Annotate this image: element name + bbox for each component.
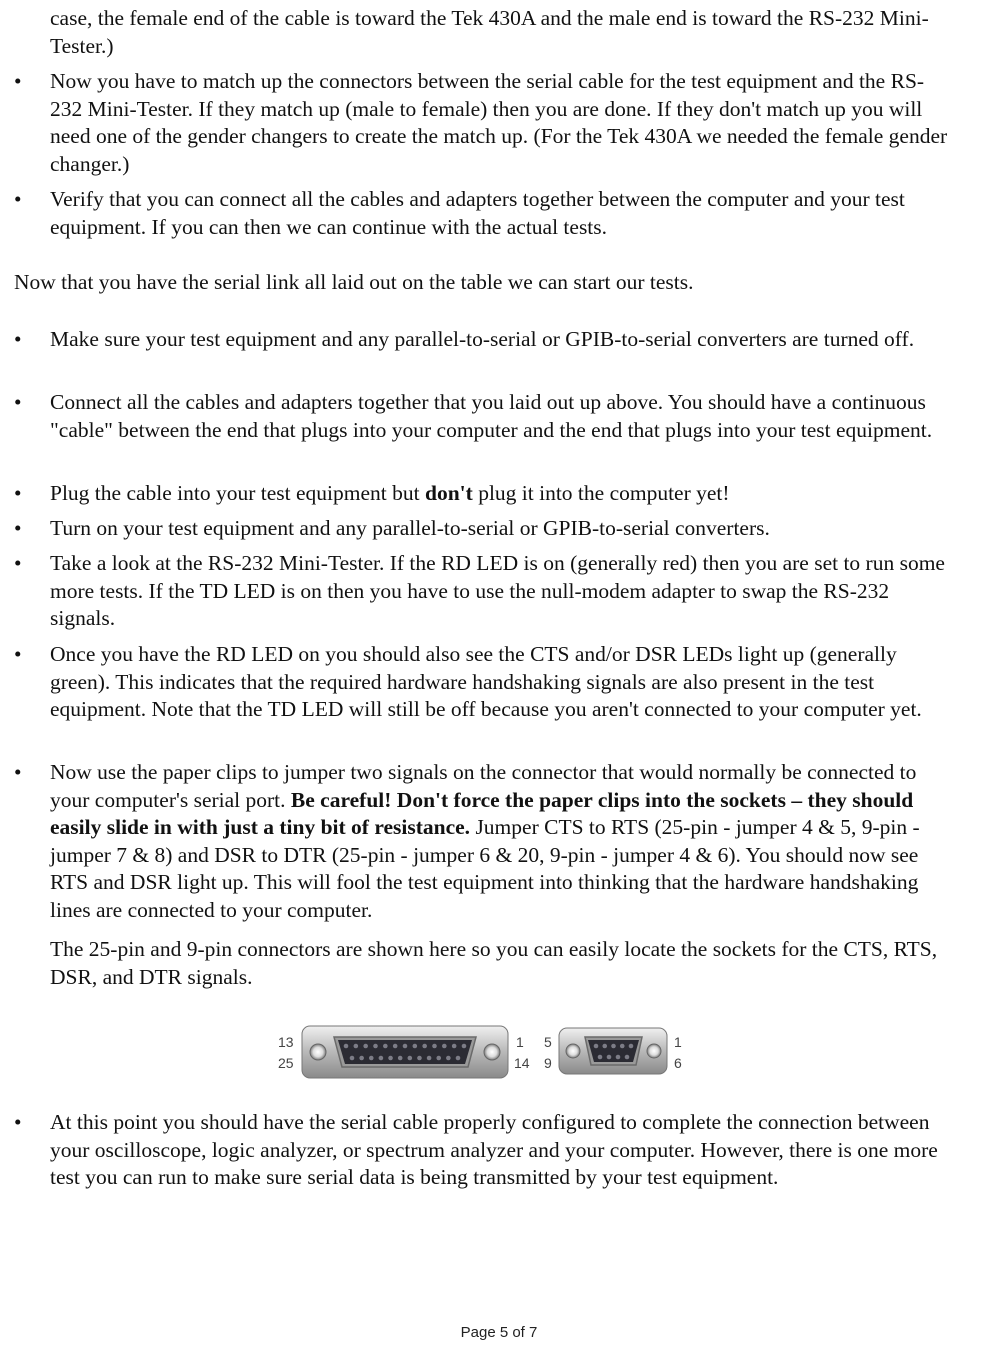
db9-label-1: 1 [674,1034,682,1050]
socket-hole [393,1044,398,1049]
socket-hole [452,1044,457,1049]
bullet-icon: • [14,481,22,505]
socket-hole [422,1044,427,1049]
db25-label-14: 14 [514,1055,530,1071]
socket-hole [432,1044,437,1049]
db9-connector [559,1028,667,1074]
socket-hole [359,1056,364,1061]
socket-hole [602,1044,607,1049]
continuation-text: case, the female end of the cable is toward the Tek 430A and the male end is toward the RS-232 Mini-Tester.) [50,6,929,58]
list-item-text: Turn on your test equipment and any parallel-to-serial or GPIB-to-serial converters. [50,516,770,540]
list-item-text: Connect all the cables and adapters together that you laid out up above. You should have a continuous "cable" between the end that plugs into your computer and the end that plugs into your test equipment. [50,390,933,442]
socket-hole [427,1056,432,1061]
socket-hole [611,1044,616,1049]
warning-text: Be careful! Don't force the paper clips into the sockets – they should easily slide in with just a tiny bit of resistance. [50,787,914,839]
bullet-icon: • [14,327,22,351]
socket-hole [373,1044,378,1049]
socket-hole [398,1056,403,1061]
socket-hole [462,1044,467,1049]
list-item-text [50,759,952,924]
list-item-text: Make sure your test equipment and any parallel-to-serial or GPIB-to-serial converters are turned off. [50,327,915,351]
list-item-text: Verify that you can connect all the cables and adapters together between the computer and your test equipment. If you can then we can continue with the actual tests. [50,187,905,239]
db25-label-25: 25 [278,1055,294,1071]
bullet-icon: • [14,1110,22,1134]
db9-label-6: 6 [674,1055,682,1071]
emphasis-text: don't [425,481,473,505]
socket-hole [594,1044,599,1049]
text-run: plug it into the computer yet! [472,481,730,505]
connector-figure [272,1022,692,1082]
socket-hole [456,1056,461,1061]
socket-hole [388,1056,393,1061]
socket-hole [344,1044,349,1049]
socket-hole [625,1055,630,1060]
list-item-text: Now you have to match up the connectors between the serial cable for the test equipment and the RS-232 Mini-Tester. If they match up (male to female) then you are done. If they don't match up you will need one of the gender changers to create the match up. (For the Tek 430A we needed the female gender changer.) [50,69,948,176]
db25-label-13: 13 [278,1034,294,1050]
bullet-icon: • [14,187,22,211]
list-item-text: Once you have the RD LED on you should also see the CTS and/or DSR LEDs light up (generally green). This indicates that the required hardware handshaking signals are also present in the test equipment. Note that the TD LED will still be off because you aren't connected to your computer yet. [50,642,922,721]
bullet-icon: • [14,551,22,575]
socket-hole [629,1044,634,1049]
bullet-icon: • [14,516,22,540]
intro-paragraph: Now that you have the serial link all laid out on the table we can start our tests. [14,270,694,294]
page-footer: Page 5 of 7 [460,1324,538,1341]
bullet-icon: • [14,69,22,93]
bullet-icon: • [14,760,22,784]
list-item-text [50,480,952,508]
socket-hole [446,1056,451,1061]
socket-hole [598,1055,603,1060]
socket-hole [363,1044,368,1049]
socket-hole [408,1056,413,1061]
db9-label-9: 9 [544,1055,552,1071]
list-item-text: At this point you should have the serial cable properly configured to complete the connection between your oscilloscope, logic analyzer, or spectrum analyzer and your computer. However, there is one more test you can run to make sure serial data is being transmitted by your test equipment. [50,1110,938,1189]
socket-hole [383,1044,388,1049]
text-run: Plug the cable into your test equipment but [50,481,425,505]
socket-hole [369,1056,374,1061]
socket-hole [607,1055,612,1060]
text-run: Jumper CTS to RTS (25-pin - jumper 4 & 5, 9-pin - jumper 7 & 8) and DSR to DTR (25-pin - jumper 6 & 20, 9-pin - jumper 4 & 6). You should now see RTS and DSR light up. This will fool the test equipment into thinking that the hardware handshaking lines are connected to your computer. [50,815,920,922]
socket-hole [616,1055,621,1060]
text-run: Now use the paper clips to jumper two signals on the connector that would normally be connected to your computer's serial port. [50,760,917,812]
socket-hole [350,1056,355,1061]
db25-label-1: 1 [516,1034,524,1050]
socket-hole [620,1044,625,1049]
socket-hole [379,1056,384,1061]
bullet-icon: • [14,390,22,414]
socket-hole [354,1044,359,1049]
bullet-icon: • [14,642,22,666]
socket-hole [417,1056,422,1061]
db9-label-5: 5 [544,1034,552,1050]
socket-hole [403,1044,408,1049]
connector-note: The 25-pin and 9-pin connectors are shown here so you can easily locate the sockets for the CTS, RTS, DSR, and DTR signals. [50,937,938,989]
socket-hole [442,1044,447,1049]
socket-hole [413,1044,418,1049]
list-item-text: Take a look at the RS-232 Mini-Tester. If the RD LED is on (generally red) then you are set to run some more tests. If the TD LED is on then you have to use the null-modem adapter to swap the RS-232 signals. [50,551,945,630]
socket-hole [436,1056,441,1061]
db25-connector [302,1026,508,1078]
